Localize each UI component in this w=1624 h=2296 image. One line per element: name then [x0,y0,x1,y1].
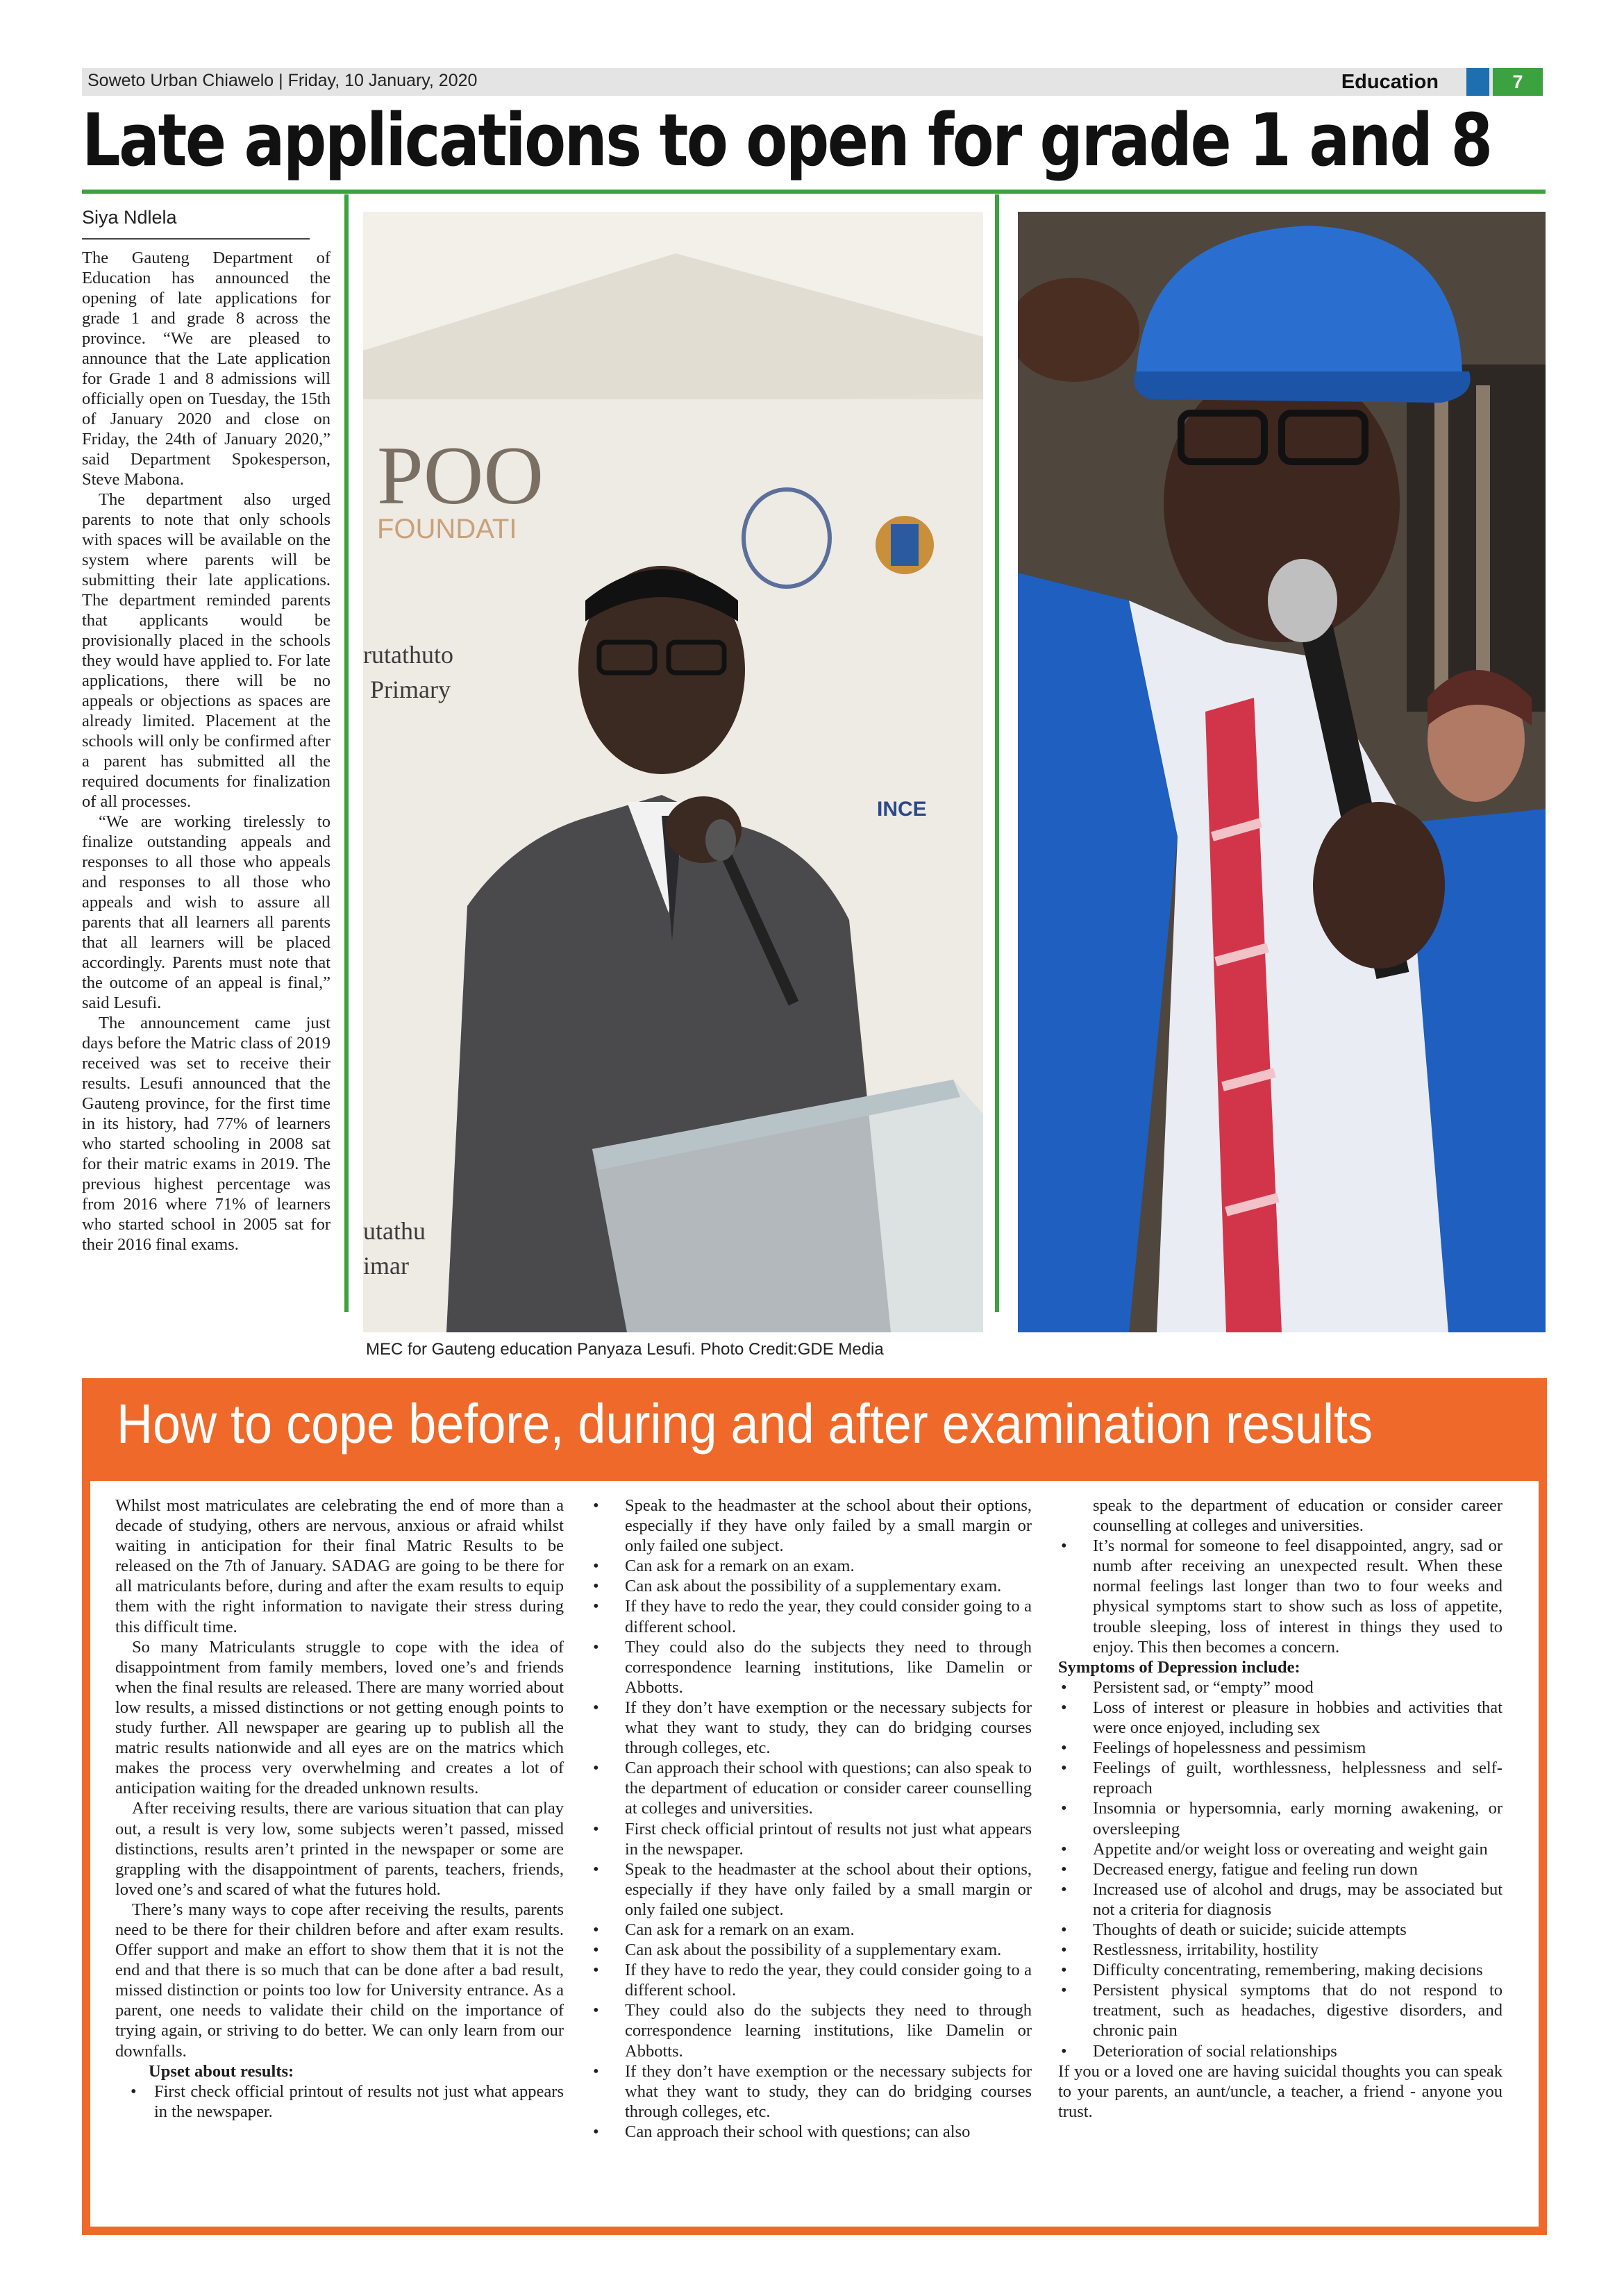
list-item: • Can ask for a remark on an exam. [590,1556,1032,1576]
list-item: • Feelings of hopelessness and pessimism [1058,1738,1502,1758]
list-item: • Can approach their school with questions; can also [590,2122,1032,2142]
backdrop-text: imar [363,1252,409,1280]
byline: Siya Ndlela [82,207,177,228]
list-item: • Loss of interest or pleasure in hobbies and activities that were once enjoyed, including sex [1058,1698,1502,1738]
list-item: • Thoughts of death or suicide; suicide attempts [1058,1920,1502,1940]
byline-rule [82,238,310,240]
list-item: • Feelings of guilt, worthlessness, helplessness and self-reproach [1058,1758,1502,1798]
article-body [82,248,330,1255]
article-paragraph: The announcement came just days before the Matric class of 2019 received was set to receive their results. Lesufi announced that the Gauteng province, for the first time in its history, had 77% of learners who started schooling in 2008 sat for their matric exams in 2019. The previous highest percentage was from 2016 where 71% of learners who started school in 2005 sat for their 2016 final exams. [82,1014,330,1254]
article-paragraph: The Gauteng Department of Education has announced the opening of late applications for grade 1 and grade 8 across the province. “We are pleased to announce that the Late application for Grade 1 and 8 admissions will officially open on Tuesday, the 15th of January 2020 and close on Friday, the 24th of January 2020,” said Department Spokesperson, Steve Mabona. [82,249,330,489]
backdrop-text: utathu [363,1217,426,1245]
list-item: • Can ask about the possibility of a supplementary exam. [590,1940,1032,1960]
list-item: • If they have to redo the year, they could consider going to a different school. [590,1960,1032,2000]
backdrop-text: rutathuto [363,641,453,669]
section-color-block [1466,68,1489,96]
list-item: • If they don’t have exemption or the necessary subjects for what they want to study, they can do bridging courses through colleges, etc. [590,2061,1032,2122]
page-number: 7 [1493,68,1543,96]
list-item: • Speak to the headmaster at the school about their options, especially if they have only failed by a small margin or only failed one subject. [590,1859,1032,1920]
list-item: • Increased use of alcohol and drugs, may be associated but not a criteria for diagnosis [1058,1879,1502,1920]
list-item: • First check official printout of results not just what appears in the newspaper. [115,2081,564,2122]
feature-title: How to cope before, during and after examination results [117,1393,1373,1455]
feature-paragraph: So many Matriculants struggle to cope with the idea of disappointment from family members, loved one’s and friends when the final results are released. There are many worried about low results, a missed distinctions or not getting enough points to study further. All newspaper are gearing up to publish all the matric results nationwide and all eyes are on the matrics which makes the process very overwhelming and creates a lot of anticipation waiting for the dreaded unknown results. [115,1637,564,1798]
feature-column-2 [590,1495,1032,2142]
backdrop-text: Primary [370,676,451,703]
photo-speaker-podium [363,212,983,1332]
list-item: • Decreased energy, fatigue and feeling run down [1058,1859,1502,1879]
backdrop-text: POO [377,429,544,521]
list-item: • Can ask about the possibility of a supplementary exam. [590,1576,1032,1596]
photo-man-hard-hat [1018,212,1546,1332]
feature-paragraph: There’s many ways to cope after receiving the results, parents need to be there for their children before and after exam results. Offer support and make an effort to show them that it is not the end and that there is so much that can be done after a bad result, missed distinction or points too low for University entrance. As a parent, one needs to validate their child on the importance of trying again, or striving to do better. We can only learn from our downfalls. [115,1900,564,2061]
list-item: • If they don’t have exemption or the necessary subjects for what they want to study, they can do bridging courses through colleges, etc. [590,1698,1032,1758]
list-item: • Persistent sad, or “empty” mood [1058,1677,1502,1698]
feature-paragraph: After receiving results, there are various situation that can play out, a result is very low, some subjects weren’t passed, missed distinctions, results aren’t printed in the newspaper or some are grappling with the disappointment of parents, teachers, friends, loved one’s and scared of what the futures hold. [115,1799,564,1899]
masthead-bar [82,68,1543,96]
column-divider [344,194,349,1312]
list-item: • They could also do the subjects they need to through correspondence learning institutions, like Damelin or Abbotts. [590,2000,1032,2061]
feature-bullet-list [590,1495,1032,2142]
list-item: • If they have to redo the year, they could consider going to a different school. [590,1596,1032,1636]
list-item: • First check official printout of results not just what appears in the newspaper. [590,1819,1032,1859]
list-item: • Difficulty concentrating, remembering, making decisions [1058,1960,1502,1980]
list-item: • They could also do the subjects they need to through correspondence learning institutions, like Damelin or Abbotts. [590,1637,1032,1698]
list-item: • Insomnia or hypersomnia, early morning awakening, or oversleeping [1058,1798,1502,1838]
backdrop-text: FOUNDATI [377,514,517,544]
list-item: • It’s normal for someone to feel disappointed, angry, sad or numb after receiving an unexpected result. When these normal feelings last longer than two to four weeks and physical symptoms start to show such as loss of appetite, trouble sleeping, loss of interest in things they used to enjoy. This then becomes a concern. [1058,1536,1502,1657]
photo-illustration [363,212,983,1332]
list-item: • Restlessness, irritability, hostility [1058,1940,1502,1960]
feature-subhead: Symptoms of Depression include: [1058,1657,1300,1677]
list-item: • Persistent physical symptoms that do not respond to treatment, such as headaches, digestive disorders, and chronic pain [1058,1980,1502,2041]
photo-illustration [1018,212,1546,1332]
section-label: Education [1341,71,1439,93]
feature-column-3 [1058,1495,1502,2122]
feature-paragraph: Whilst most matriculates are celebrating the end of more than a decade of studying, others are nervous, anxious or afraid whilst waiting in anticipation for their final Matric Results to be released on the 7th of January. SADAG are going to be there for all matriculants before, during and after the exam results to equip them with the right information to navigate their stress during this difficult time. [115,1496,564,1636]
headline: Late applications to open for grade 1 and 8 [82,98,1491,183]
feature-bullet-list [1058,1536,1502,1657]
backdrop-text: INCE [877,798,927,821]
feature-closing: If you or a loved one are having suicidal thoughts you can speak to your parents, an aunt/uncle, a teacher, a friend - anyone you trust. [1058,2061,1502,2121]
symptom-list [1058,1677,1502,2061]
article-paragraph: The department also urged parents to note that only schools with spaces will be available on the system where parents will be submitting their late applications. The department reminded parents that applicants would be provisionally placed in the schools they would have applied to. For late applications, there will be no appeals or objections as spaces are already limited. Placement at the schools will only be confirmed after a parent has submitted all the required documents for finalization of all processes. [82,490,330,811]
list-item: • Appetite and/or weight loss or overeating and weight gain [1058,1839,1502,1859]
photo-divider [995,194,999,1312]
list-item: • Speak to the headmaster at the school about their options, especially if they have only failed by a small margin or only failed one subject. [590,1495,1032,1556]
publication-info: Soweto Urban Chiawelo | Friday, 10 January, 2020 [87,71,478,90]
list-item: • Can approach their school with questions; can also speak to the department of education or consider career counselling at colleges and universities. [590,1758,1032,1818]
list-item: • Can ask for a remark on an exam. [590,1920,1032,1940]
list-item: • Deterioration of social relationships [1058,2041,1502,2061]
feature-column-1 [115,1495,564,2122]
feature-bullet-list [115,2081,564,2122]
feature-subhead: Upset about results: [149,2061,294,2081]
photo-caption: MEC for Gauteng education Panyaza Lesufi. Photo Credit:GDE Media [366,1340,884,1359]
article-paragraph: “We are working tirelessly to finalize outstanding appeals and responses to all those who appeals and responses to all those who appeals and wish to assure all parents that all learners all parents that all learners will be placed accordingly. Parents must note that the outcome of an appeal is final,” said Lesufi. [82,812,330,1012]
feature-continuation: speak to the department of education or consider career counselling at colleges and universities. [1093,1496,1502,1536]
headline-rule [82,190,1546,194]
